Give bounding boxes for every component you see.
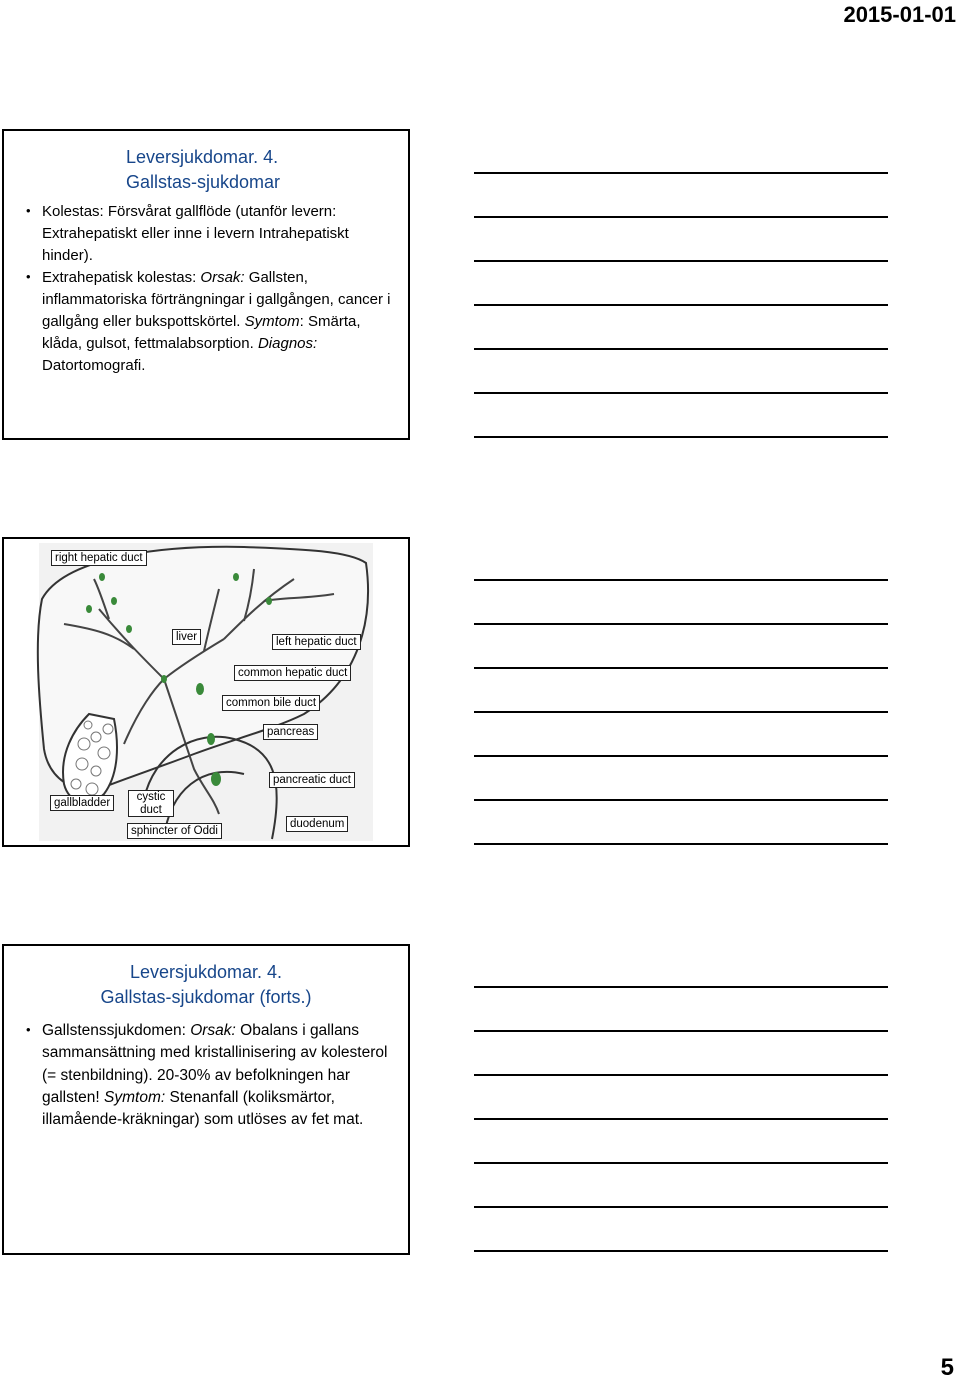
note-line — [474, 711, 888, 713]
label-gallbladder: gallbladder — [50, 795, 114, 811]
bullet-text: Obalans i gallans sammansättning med kristallinisering av kolesterol (= stenbildning). 20-30% av befolkningen har gallsten! — [42, 1022, 388, 1106]
note-line — [474, 667, 888, 669]
note-line — [474, 799, 888, 801]
note-line — [474, 755, 888, 757]
slide-3-bullet-1 — [26, 1020, 398, 1131]
note-line — [474, 172, 888, 174]
note-line — [474, 1118, 888, 1120]
slide-1 — [2, 129, 410, 440]
slide-1-title-line1: Leversjukdomar. 4. — [126, 147, 279, 167]
note-line — [474, 260, 888, 262]
note-line — [474, 1030, 888, 1032]
slide-1-bullet-1: • Kolestas: Försvårat gallflöde (utanför levern: Extrahepatiskt eller inne i levern Intrahepatiskt hinder). — [26, 201, 398, 267]
slide-3-bullets — [26, 1020, 398, 1131]
slide-3-title-line2: Gallstas-sjukdomar (forts.) — [100, 987, 312, 1007]
note-line — [474, 436, 888, 438]
note-line — [474, 304, 888, 306]
note-line — [474, 1206, 888, 1208]
page-number: 5 — [940, 1354, 954, 1381]
label-liver: liver — [172, 629, 201, 645]
slide-1-bullet-2 — [26, 267, 398, 377]
label-left-hepatic-duct: left hepatic duct — [272, 634, 361, 650]
bullet-text: : Smärta, klåda, gulsot, fettmalabsorption. — [42, 313, 361, 352]
symtom-label: Symtom: — [104, 1088, 166, 1106]
bullet-text: Stenanfall (koliksmärtor, illamående-kräkningar) som utlöses av fet mat. — [42, 1088, 364, 1129]
note-line — [474, 579, 888, 581]
label-pancreas: pancreas — [263, 724, 318, 740]
label-common-hepatic-duct: common hepatic duct — [234, 665, 351, 681]
symtom-label: Symtom — [244, 313, 300, 330]
slide-2 — [2, 537, 410, 847]
note-line — [474, 392, 888, 394]
note-line — [474, 843, 888, 845]
label-duodenum: duodenum — [286, 816, 348, 832]
note-line — [474, 216, 888, 218]
slide-3-title-line1: Leversjukdomar. 4. — [129, 962, 283, 982]
slide-3 — [2, 944, 410, 1255]
label-cystic-duct: cystic duct — [128, 790, 174, 817]
orsak-label: Orsak: — [200, 269, 245, 286]
label-pancreatic-duct: pancreatic duct — [269, 772, 355, 788]
document-date: 2015-01-01 — [843, 2, 956, 27]
bullet-text: Extrahepatisk kolestas: — [42, 269, 201, 286]
slide-1-bullets — [26, 201, 398, 377]
slide-1-title-line2: Gallstas-sjukdomar — [126, 172, 281, 192]
note-line — [474, 1162, 888, 1164]
bullet-text: Datortomografi. — [42, 357, 146, 374]
slide-1-title — [126, 145, 376, 195]
label-common-bile-duct: common bile duct — [222, 695, 320, 711]
diagnos-label: Diagnos: — [257, 335, 318, 352]
label-sphincter-of-oddi: sphincter of Oddi — [127, 823, 222, 839]
note-line — [474, 1074, 888, 1076]
note-line — [474, 623, 888, 625]
bullet-text: Gallstenssjukdomen: — [42, 1022, 191, 1039]
bullet-text: Gallsten, inflammatoriska förträngningar i gallgången, cancer i gallgång eller bukspottskörtel. — [42, 269, 391, 330]
note-line — [474, 348, 888, 350]
note-line — [474, 1250, 888, 1252]
label-right-hepatic-duct: right hepatic duct — [51, 550, 147, 566]
note-line — [474, 986, 888, 988]
slide-3-title — [4, 960, 408, 1010]
orsak-label: Orsak: — [190, 1022, 236, 1039]
